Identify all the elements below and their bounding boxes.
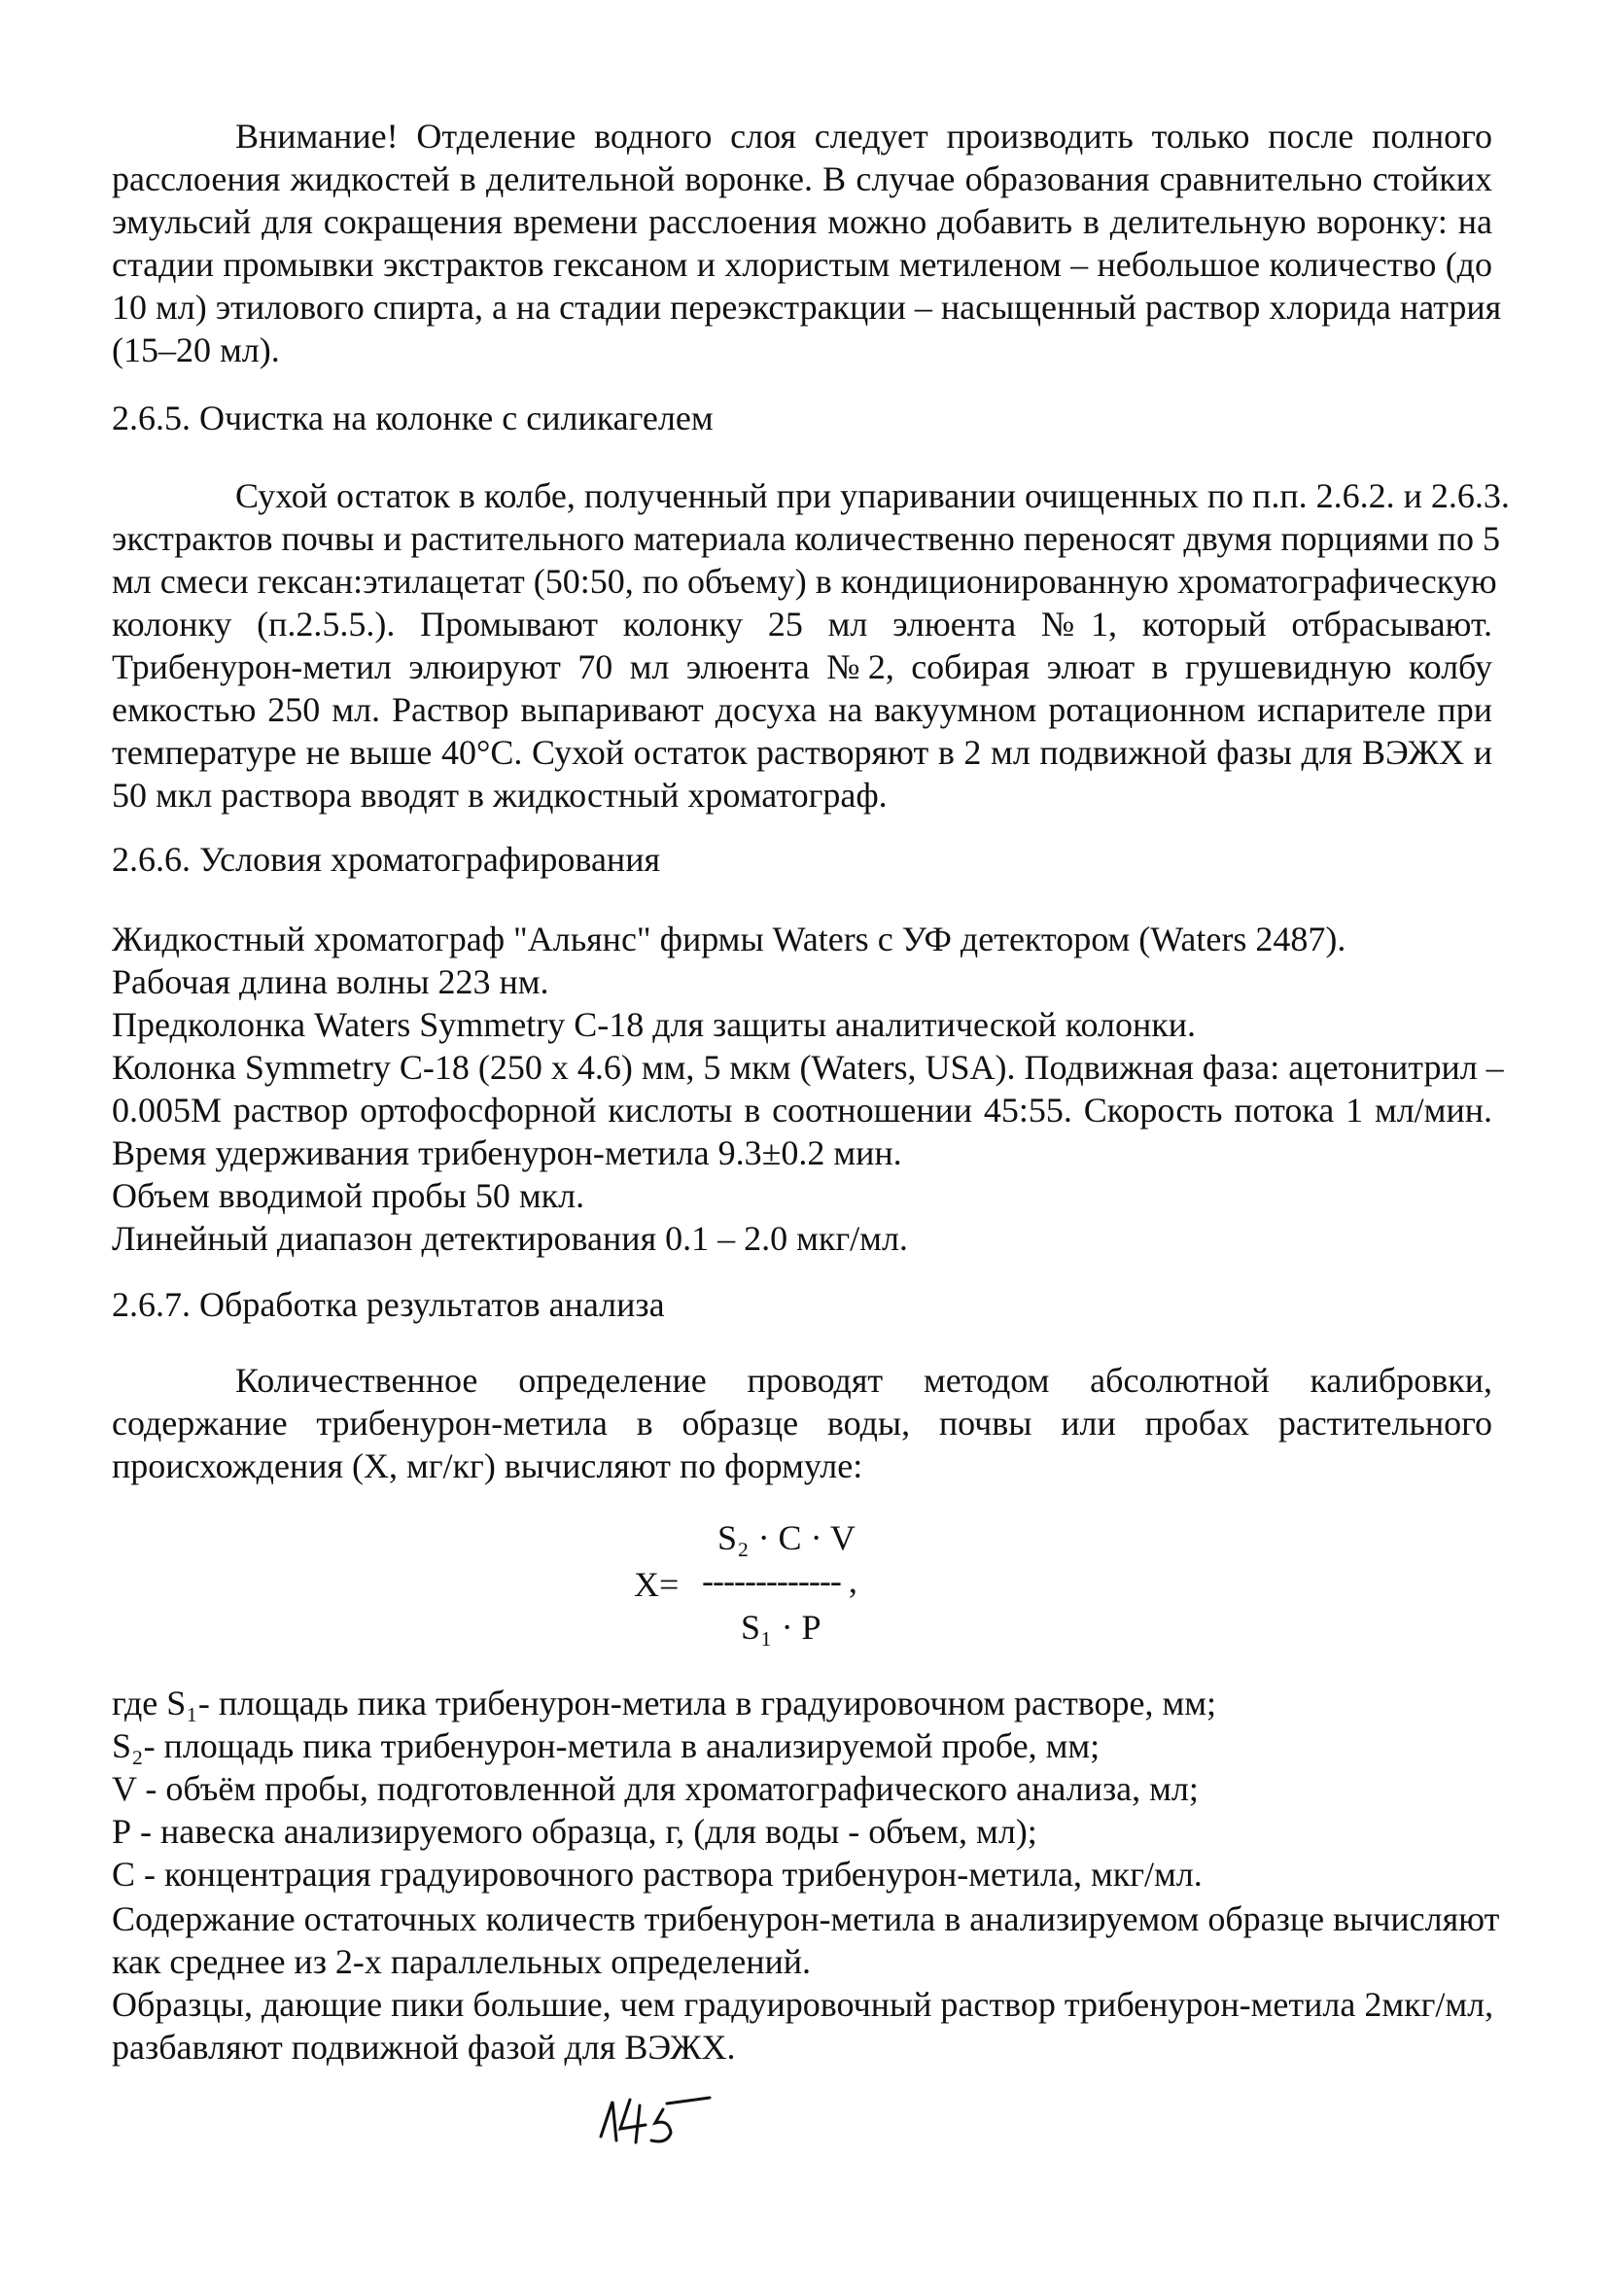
definition-p: Р - навеска анализируемого образца, г, (для воды - объем, мл); bbox=[112, 1812, 1037, 1851]
definition-c: С - концентрация градуировочного раствора трибенурон-метила, мкг/мл. bbox=[112, 1855, 1203, 1894]
section-265-line-6: емкостью 250 мл. Раствор выпаривают досуха на вакуумном ротационном испарителе при bbox=[112, 690, 1492, 729]
section-266-line-4: Колонка Symmetry С-18 (250 х 4.6) мм, 5 мкм (Waters, USA). Подвижная фаза: ацетонитрил – bbox=[112, 1048, 1504, 1087]
section-265-line-1: Сухой остаток в колбе, полученный при упаривании очищенных по п.п. 2.6.2. и 2.6.3. bbox=[235, 476, 1510, 515]
attention-line-6: (15–20 мл). bbox=[112, 330, 280, 369]
definition-v: V - объём пробы, подготовленной для хроматографического анализа, мл; bbox=[112, 1769, 1199, 1808]
formula-numerator: S₂ · C · V bbox=[717, 1518, 856, 1557]
section-265-line-4: колонку (п.2.5.5.). Промывают колонку 25 мл элюента №1, который отбрасывают. bbox=[112, 605, 1492, 644]
section-267-line-2: содержание трибенурон-метила в образце воды, почвы или пробах растительного bbox=[112, 1404, 1492, 1443]
section-265-line-3: мл смеси гексан:этилацетат (50:50, по объему) в кондиционированную хроматографическую bbox=[112, 562, 1497, 601]
attention-line-1: Внимание! Отделение водного слоя следует производить только после полного bbox=[235, 117, 1492, 156]
section-265-line-5: Трибенурон-метил элюируют 70 мл элюента №2, собирая элюат в грушевидную колбу bbox=[112, 647, 1492, 686]
section-266-line-7: Объем вводимой пробы 50 мкл. bbox=[112, 1176, 585, 1215]
section-266-line-2: Рабочая длина волны 223 нм. bbox=[112, 962, 549, 1001]
section-266-line-5: 0.005М раствор ортофосфорной кислоты в соотношении 45:55. Скорость потока 1 мл/мин. bbox=[112, 1091, 1492, 1130]
section-267-line-1: Количественное определение проводят методом абсолютной калибровки, bbox=[235, 1361, 1492, 1400]
closing-line-4: разбавляют подвижной фазой для ВЭЖХ. bbox=[112, 2028, 736, 2067]
section-266-line-8: Линейный диапазон детектирования 0.1 – 2.0 мкг/мл. bbox=[112, 1219, 908, 1258]
closing-line-3: Образцы, дающие пики большие, чем градуировочный раствор трибенурон-метила 2мкг/мл, bbox=[112, 1985, 1494, 2024]
closing-line-1: Содержание остаточных количеств трибенурон-метила в анализируемом образце вычисляют bbox=[112, 1899, 1500, 1938]
formula-fraction-bar: ------------- , bbox=[702, 1561, 856, 1600]
handwritten-page-number bbox=[574, 2080, 729, 2158]
attention-line-2: расслоения жидкостей в делительной воронке. В случае образования сравнительно стойких bbox=[112, 159, 1492, 198]
definition-s1: где S₁- площадь пика трибенурон-метила в градуировочном растворе, мм; bbox=[112, 1684, 1217, 1722]
attention-line-5: 10 мл) этилового спирта, а на стадии переэкстракции – насыщенный раствор хлорида натрия bbox=[112, 288, 1502, 327]
section-267-heading: 2.6.7. Обработка результатов анализа bbox=[112, 1285, 665, 1324]
attention-line-4: стадии промывки экстрактов гексаном и хлористым метиленом – небольшое количество (до bbox=[112, 245, 1492, 284]
section-265-heading: 2.6.5. Очистка на колонке с силикагелем bbox=[112, 399, 714, 437]
section-265-line-7: температуре не выше 40°С. Сухой остаток растворяют в 2 мл подвижной фазы для ВЭЖХ и bbox=[112, 733, 1492, 772]
section-266-heading: 2.6.6. Условия хроматографирования bbox=[112, 840, 661, 879]
formula-lhs: X= bbox=[634, 1565, 680, 1604]
definition-s2: S₂- площадь пика трибенурон-метила в анализируемой пробе, мм; bbox=[112, 1726, 1101, 1765]
section-266-line-1: Жидкостный хроматограф "Альянс" фирмы Waters с УФ детектором (Waters 2487). bbox=[112, 920, 1346, 958]
closing-line-2: как среднее из 2-х параллельных определений. bbox=[112, 1942, 811, 1981]
formula-denominator: S₁ · P bbox=[741, 1608, 821, 1647]
section-267-line-3: происхождения (Х, мг/кг) вычисляют по формуле: bbox=[112, 1446, 863, 1485]
section-265-line-2: экстрактов почвы и растительного материала количественно переносят двумя порциями по 5 bbox=[112, 519, 1500, 558]
section-266-line-3: Предколонка Waters Symmetry С-18 для защиты аналитической колонки. bbox=[112, 1005, 1196, 1044]
section-265-line-8: 50 мкл раствора вводят в жидкостный хроматограф. bbox=[112, 776, 888, 815]
attention-line-3: эмульсий для сокращения времени расслоения можно добавить в делительную воронку: на bbox=[112, 202, 1492, 241]
section-266-line-6: Время удерживания трибенурон-метила 9.3±0.2 мин. bbox=[112, 1133, 902, 1172]
